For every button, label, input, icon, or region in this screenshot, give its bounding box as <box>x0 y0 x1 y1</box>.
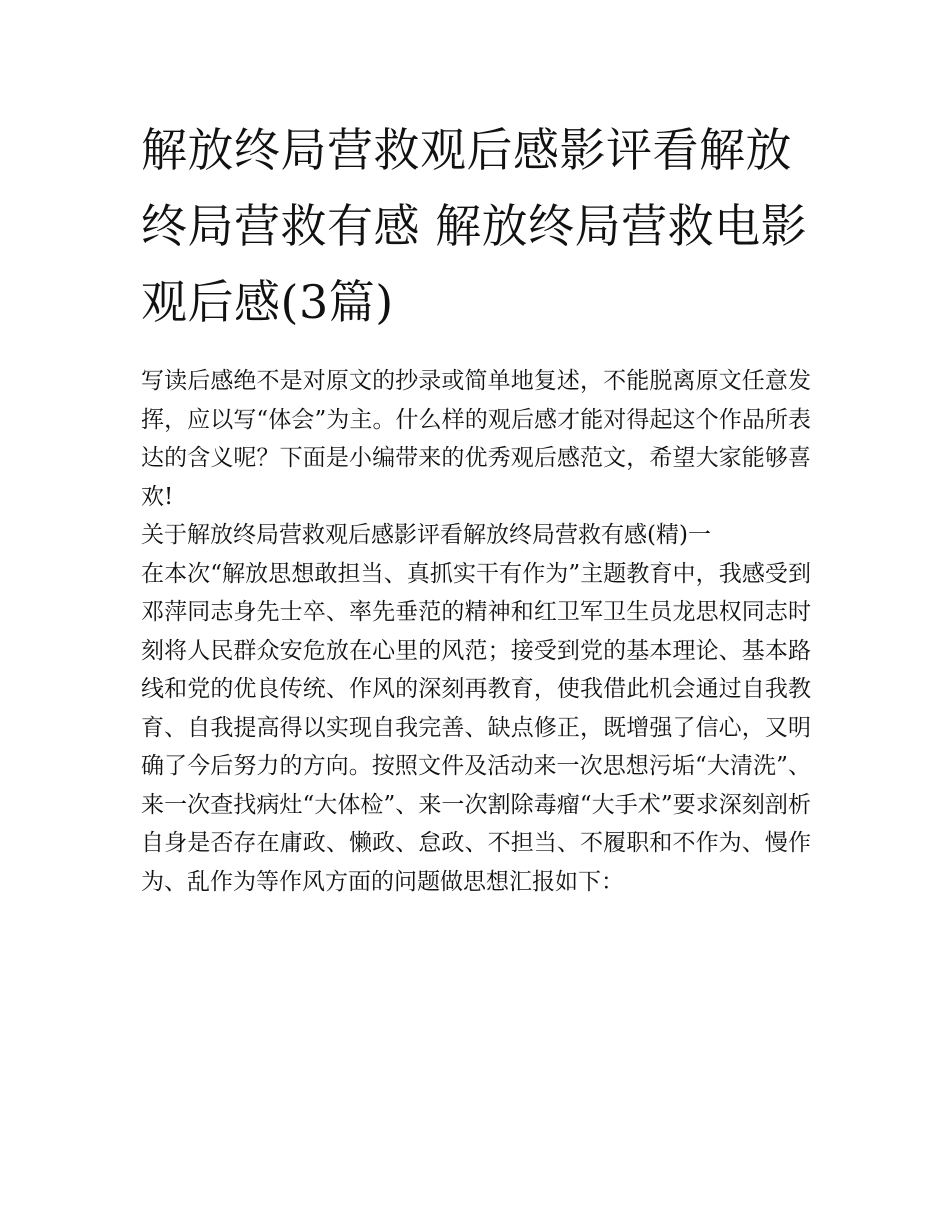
document-title: 解放终局营救观后感影评看解放终局营救有感 解放终局营救电影观后感(3篇) <box>141 123 808 329</box>
intro-paragraph: 写读后感绝不是对原文的抄录或简单地复述，不能脱离原文任意发挥，应以写“体会”为主。什么样的观后感才能对得起这个作品所表达的含义呢？下面是小编带来的优秀观后感范文，希望大家能够喜欢! <box>141 368 811 510</box>
document-content <box>141 112 811 901</box>
section-heading: 关于解放终局营救观后感影评看解放终局营救有感(精)一 <box>141 522 711 548</box>
body-paragraph: 在本次“解放思想敢担当、真抓实干有作为”主题教育中，我感受到邓萍同志身先士卒、率先垂范的精神和红卫军卫生员龙思权同志时刻将人民群众安危放在心里的风范；接受到党的基本理论、基本路线和党的优良传统、作风的深刻再教育，使我借此机会通过自我教育、自我提高得以实现自我完善、缺点修正，既增强了信心，又明确了今后努力的方向。按照文件及活动来一次思想污垢“大清洗”、来一次查找病灶“大体检”、来一次割除毒瘤“大手术”要求深刻剖析自身是否存在庸政、懒政、怠政、不担当、不履职和不作为、慢作为、乱作为等作风方面的问题做思想汇报如下： <box>141 560 811 895</box>
